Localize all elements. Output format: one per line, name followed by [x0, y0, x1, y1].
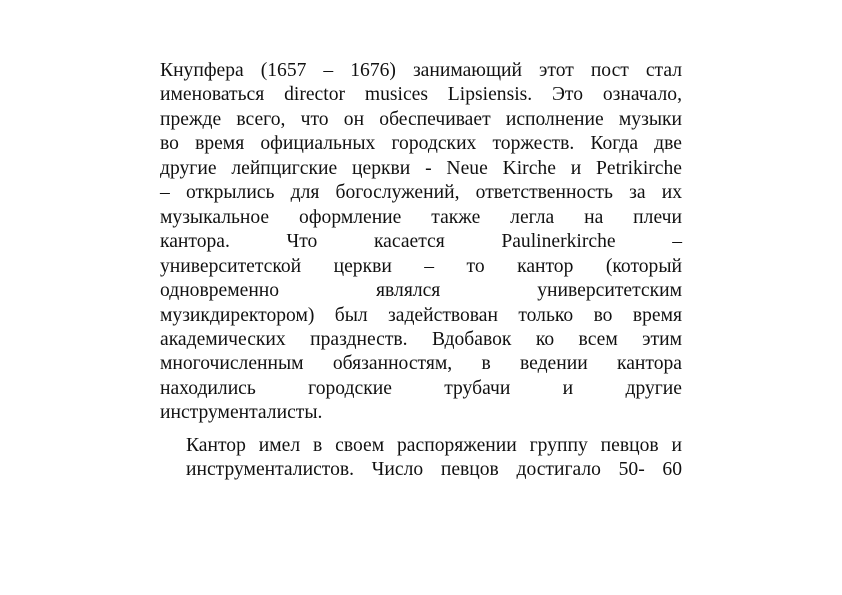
text-line: одновременно являлся университетским — [160, 280, 682, 302]
text-line: именоваться director musices Lipsiensis. Это означало, — [160, 84, 682, 106]
text-line: находились городские трубачи и другие — [160, 377, 682, 399]
text-line: инструменталистов. Число певцов достигало 50- 60 — [186, 459, 682, 481]
text-line: многочисленным обязанностям, в ведении кантора — [160, 353, 682, 375]
text-line: Кантор имел в своем распоряжении группу певцов и — [186, 434, 682, 456]
text-line: во время официальных городских торжеств. Когда две — [160, 133, 682, 155]
paragraph-2 — [160, 434, 682, 483]
text-line: музыкальное оформление также легла на плечи — [160, 206, 682, 228]
body-text — [160, 59, 682, 483]
text-line: инструменталисты. — [160, 402, 323, 424]
text-line: Кнупфера (1657 – 1676) занимающий этот пост стал — [160, 60, 682, 81]
text-line: академических празднеств. Вдобавок ко всем этим — [160, 328, 682, 350]
paragraph-1 — [160, 59, 682, 426]
text-line: университетской церкви – то кантор (который — [160, 255, 682, 277]
text-line: прежде всего, что он обеспечивает исполнение музыки — [160, 108, 682, 130]
text-line: кантора. Что касается Paulinerkirche – — [160, 231, 682, 253]
text-line: – открылись для богослужений, ответственность за их — [160, 182, 682, 204]
text-line: музикдиректором) был задействован только во время — [160, 304, 682, 326]
text-line: другие лейпцигские церкви - Neue Kirche и Petrikirche — [160, 157, 682, 179]
